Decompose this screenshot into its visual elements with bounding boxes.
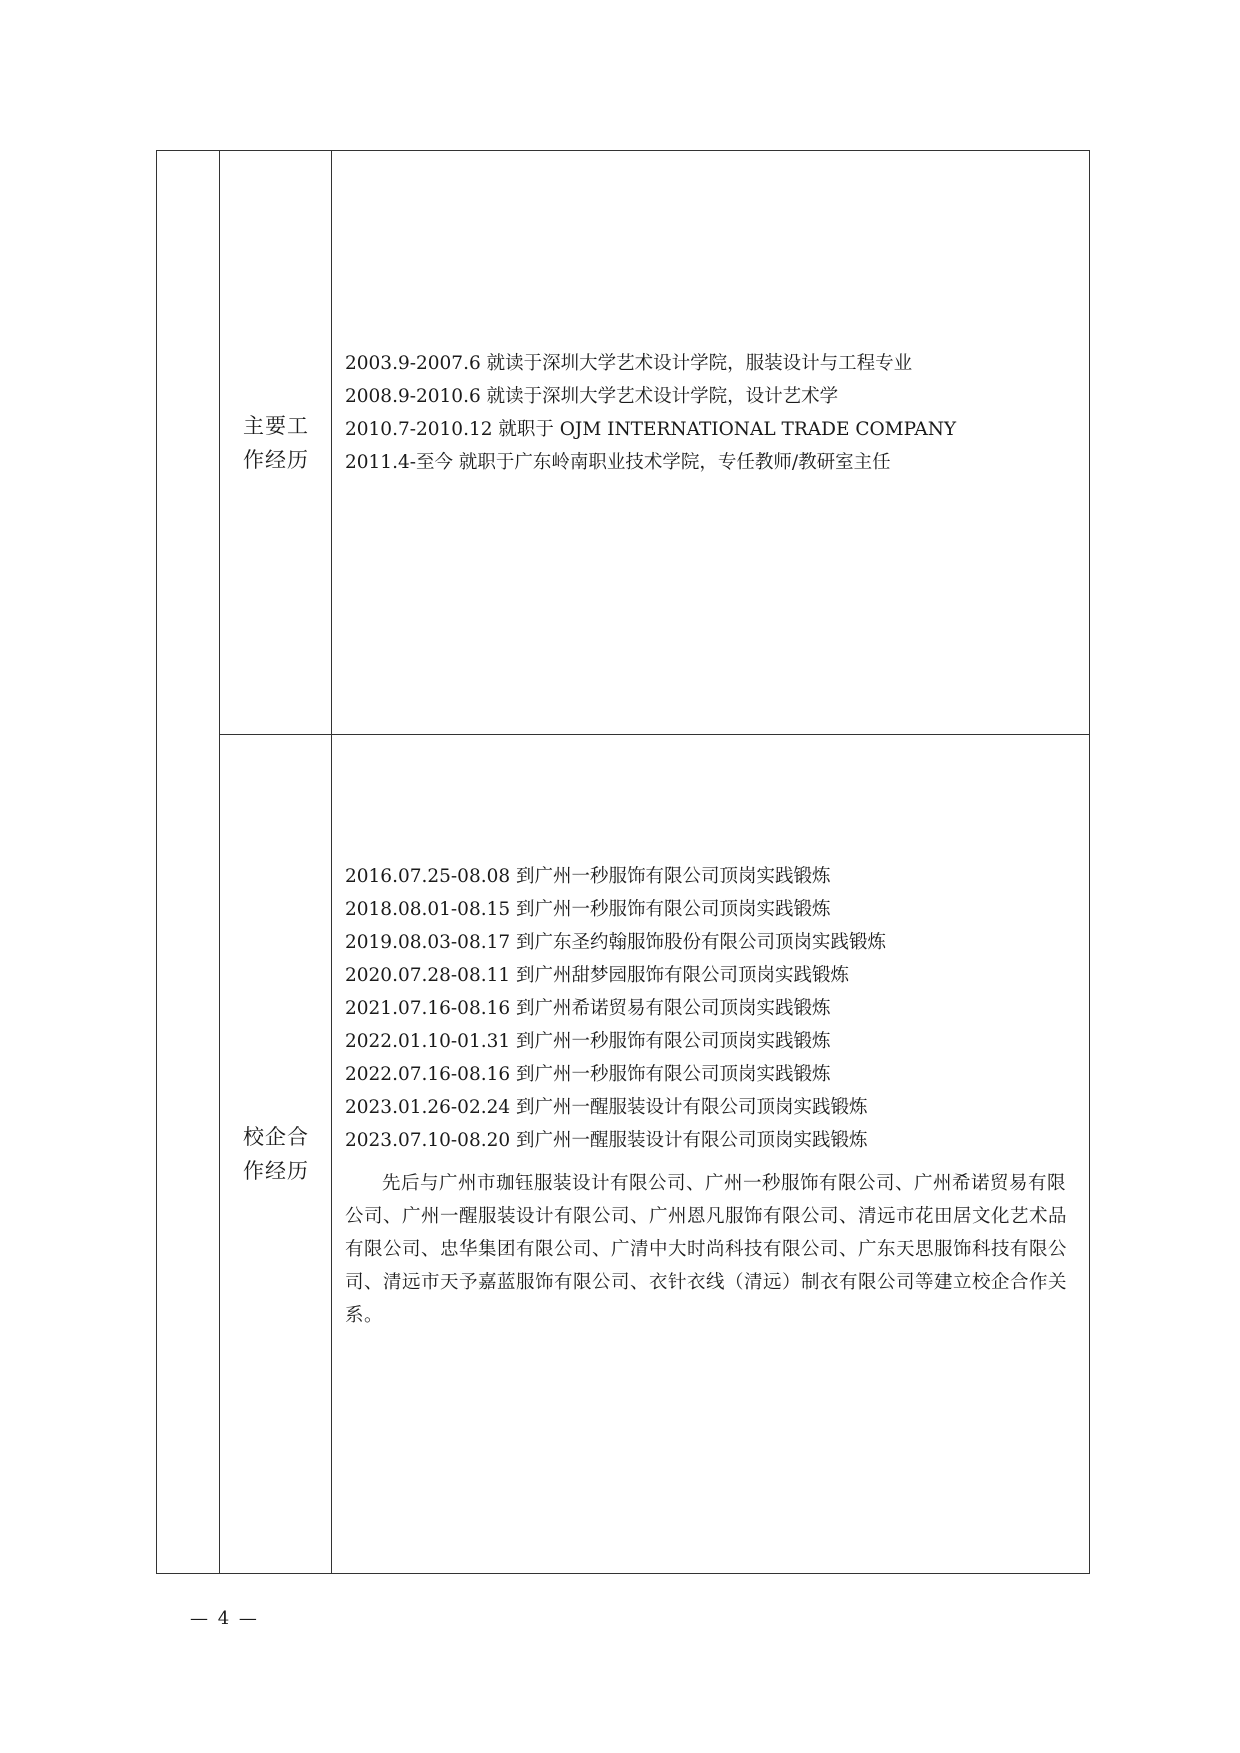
cooperation-summary: 先后与广州市珈钰服装设计有限公司、广州一秒服饰有限公司、广州希诺贸易有限公司、广州一醒服装设计有限公司、广州恩凡服饰有限公司、清远市花田居文化艺术品有限公司、忠华集团有限公司、广清中大时尚科技有限公司、广东天思服饰科技有限公司、清远市天予嘉蓝服饰有限公司、衣针衣线（清远）制衣有限公司等建立校企合作关系。 [345,1173,1068,1326]
cooperation-entry: 2023.01.26-02.24 到广州一醒服装设计有限公司顶岗实践锻炼 [345,1097,868,1118]
cooperation-entry: 2022.01.10-01.31 到广州一秒服饰有限公司顶岗实践锻炼 [345,1031,831,1052]
cooperation-label: 校企合 作经历 [243,1125,309,1183]
cooperation-entry: 2021.07.16-08.16 到广州希诺贸易有限公司顶岗实践锻炼 [345,998,831,1019]
cooperation-entries [345,860,1080,1332]
work-entry: 2010.7-2010.12 就职于 OJM INTERNATIONAL TRADE COMPANY [345,419,957,440]
work-history-entries [345,347,1080,479]
work-history-label: 主要工 作经历 [243,414,309,472]
work-entry: 2003.9-2007.6 就读于深圳大学艺术设计学院，服装设计与工程专业 [345,353,913,374]
cooperation-entry: 2019.08.03-08.17 到广东圣约翰服饰股份有限公司顶岗实践锻炼 [345,932,887,953]
cooperation-entry: 2023.07.10-08.20 到广州一醒服装设计有限公司顶岗实践锻炼 [345,1130,868,1151]
work-entry: 2011.4-至今 就职于广东岭南职业技术学院，专任教师/教研室主任 [345,452,891,473]
cooperation-entry: 2020.07.28-08.11 到广州甜梦园服饰有限公司顶岗实践锻炼 [345,965,850,986]
cooperation-entry: 2022.07.16-08.16 到广州一秒服饰有限公司顶岗实践锻炼 [345,1064,831,1085]
work-entry: 2008.9-2010.6 就读于深圳大学艺术设计学院，设计艺术学 [345,386,839,407]
cooperation-entry: 2018.08.01-08.15 到广州一秒服饰有限公司顶岗实践锻炼 [345,899,831,920]
page-number: — 4 — [190,1608,259,1629]
row-divider [219,734,1089,735]
column-divider-1 [219,151,220,1573]
cooperation-entry: 2016.07.25-08.08 到广州一秒服饰有限公司顶岗实践锻炼 [345,866,831,887]
column-divider-2 [331,151,332,1573]
resume-table [156,150,1090,1574]
